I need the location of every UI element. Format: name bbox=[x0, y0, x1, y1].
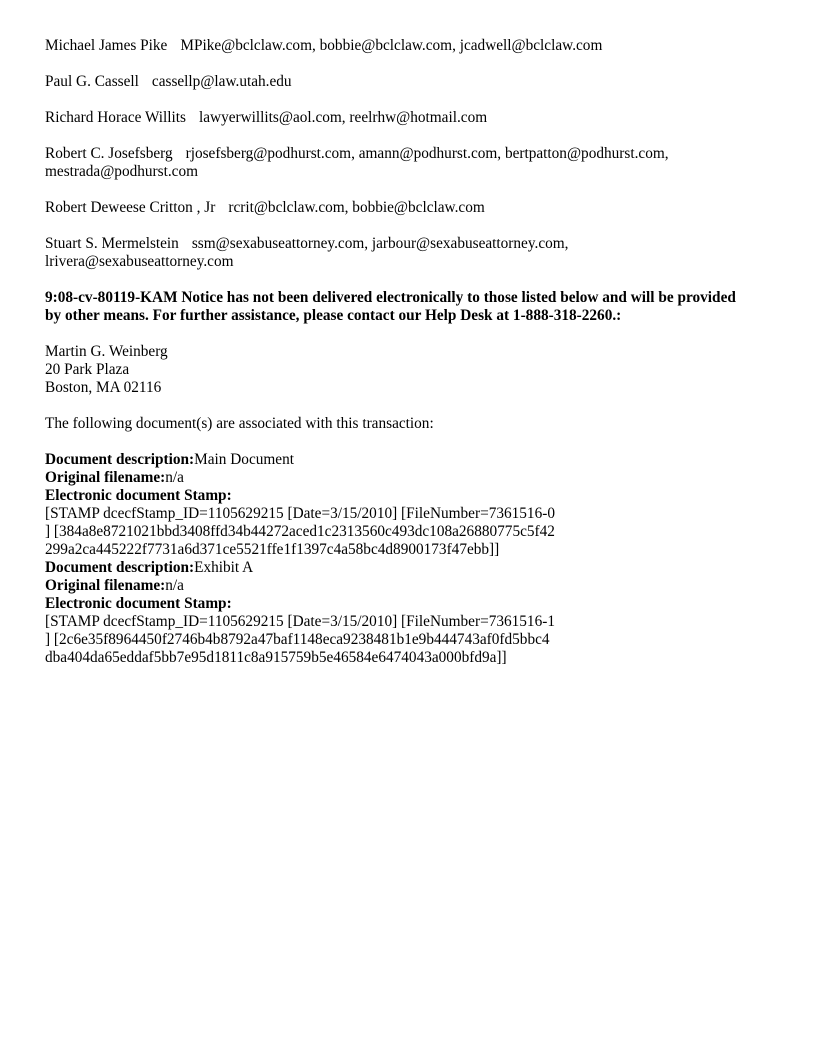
address-name: Martin G. Weinberg bbox=[45, 343, 168, 360]
document-record bbox=[45, 559, 785, 667]
recipient-emails: ssm@sexabuseattorney.com, jarbour@sexabuseattorney.com, bbox=[191, 235, 569, 252]
stamp-line: 299a2ca445222f7731a6d371ce5521ffe1f1397c4a58bc4d8900173f47ebb]] bbox=[45, 541, 500, 558]
filename-label: Original filename: bbox=[45, 577, 166, 594]
filename-label: Original filename: bbox=[45, 469, 166, 486]
original-filename-row bbox=[45, 577, 785, 595]
recipient-emails: rjosefsberg@podhurst.com, amann@podhurst.com, bertpatton@podhurst.com, bbox=[185, 145, 669, 162]
notice-page bbox=[45, 37, 785, 667]
associated-documents-intro: The following document(s) are associated with this transaction: bbox=[45, 415, 434, 432]
recipient-emails: rcrit@bclclaw.com, bobbie@bclclaw.com bbox=[228, 199, 485, 216]
recipient-name: Richard Horace Willits bbox=[45, 109, 186, 126]
recipient-entry bbox=[45, 73, 785, 91]
original-filename-row bbox=[45, 469, 785, 487]
stamp-line: dba404da65eddaf5bb7e95d1811c8a915759b5e46584e6474043a000bfd9a]] bbox=[45, 649, 507, 666]
notice-line-1: 9:08-cv-80119-KAM Notice has not been delivered electronically to those listed below and will be provided bbox=[45, 289, 736, 306]
description-label: Document description: bbox=[45, 559, 195, 576]
description-label: Document description: bbox=[45, 451, 195, 468]
notice-line-2: by other means. For further assistance, please contact our Help Desk at 1-888-318-2260.: bbox=[45, 307, 622, 324]
recipient-entry bbox=[45, 109, 785, 127]
recipient-name: Michael James Pike bbox=[45, 37, 168, 54]
recipient-entry bbox=[45, 235, 785, 271]
stamp-line: ] [2c6e35f8964450f2746b4b8792a47baf1148eca9238481b1e9b444743af0fd5bbc4 bbox=[45, 631, 550, 648]
recipient-name: Robert Deweese Critton , Jr bbox=[45, 199, 216, 216]
stamp-label: Electronic document Stamp: bbox=[45, 595, 232, 612]
recipient-entry bbox=[45, 37, 785, 55]
address-street: 20 Park Plaza bbox=[45, 361, 130, 378]
recipient-name: Paul G. Cassell bbox=[45, 73, 139, 90]
stamp-label: Electronic document Stamp: bbox=[45, 487, 232, 504]
recipient-emails-continued: mestrada@podhurst.com bbox=[45, 163, 198, 180]
recipient-entry bbox=[45, 199, 785, 217]
original-filename: n/a bbox=[165, 469, 184, 486]
document-description-row bbox=[45, 559, 785, 577]
recipient-entry bbox=[45, 145, 785, 181]
stamp-line: ] [384a8e8721021bbd3408ffd34b44272aced1c2313560c493dc108a26880775c5f42 bbox=[45, 523, 555, 540]
mailing-address bbox=[45, 343, 785, 397]
address-city: Boston, MA 02116 bbox=[45, 379, 162, 396]
recipient-emails: cassellp@law.utah.edu bbox=[151, 73, 292, 90]
recipient-emails: lawyerwillits@aol.com, reelrhw@hotmail.com bbox=[198, 109, 488, 126]
document-record bbox=[45, 451, 785, 559]
recipient-name: Robert C. Josefsberg bbox=[45, 145, 173, 162]
stamp-line: [STAMP dcecfStamp_ID=1105629215 [Date=3/15/2010] [FileNumber=7361516-0 bbox=[45, 505, 555, 522]
recipient-name: Stuart S. Mermelstein bbox=[45, 235, 179, 252]
recipient-emails-continued: lrivera@sexabuseattorney.com bbox=[45, 253, 234, 270]
stamp-line: [STAMP dcecfStamp_ID=1105629215 [Date=3/15/2010] [FileNumber=7361516-1 bbox=[45, 613, 555, 630]
document-description-row bbox=[45, 451, 785, 469]
original-filename: n/a bbox=[165, 577, 184, 594]
document-description: Main Document bbox=[194, 451, 294, 468]
non-electronic-notice bbox=[45, 289, 785, 325]
document-description: Exhibit A bbox=[194, 559, 254, 576]
recipient-emails: MPike@bclclaw.com, bobbie@bclclaw.com, jcadwell@bclclaw.com bbox=[180, 37, 603, 54]
